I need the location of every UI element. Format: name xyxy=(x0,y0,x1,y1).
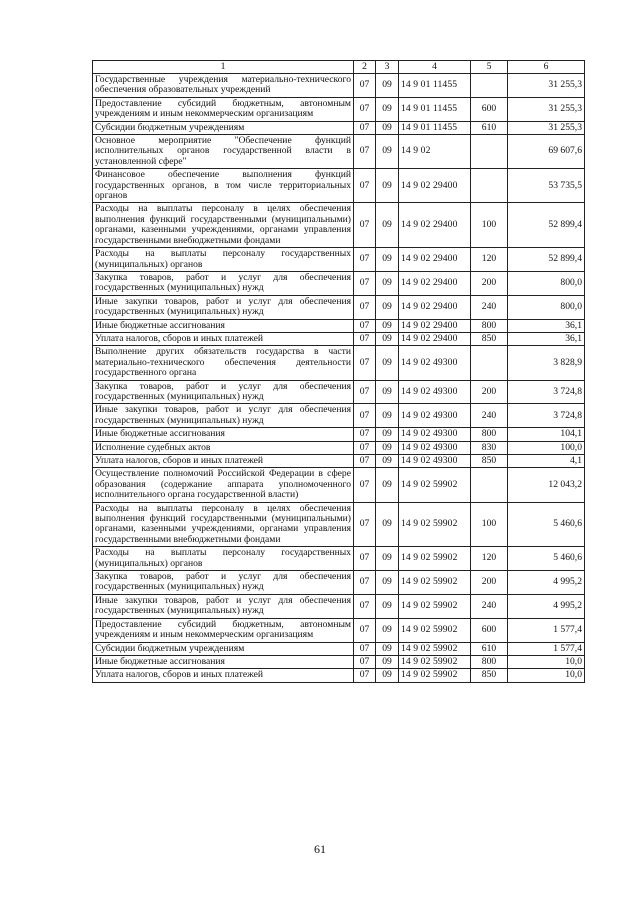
row-section-cell: 07 xyxy=(354,135,376,169)
row-name-cell: Иные закупки товаров, работ и услуг для обеспечения государственных (муниципальных) нужд xyxy=(93,404,354,428)
header-col-2: 2 xyxy=(354,61,376,74)
table-row xyxy=(93,655,585,668)
row-expense-type-cell: 830 xyxy=(471,441,508,454)
row-expense-type-cell: 120 xyxy=(471,248,508,272)
row-subsection-cell: 09 xyxy=(376,74,399,98)
row-section-cell: 07 xyxy=(354,295,376,319)
row-subsection-cell: 09 xyxy=(376,295,399,319)
header-col-3: 3 xyxy=(376,61,399,74)
row-amount-cell: 4 995,2 xyxy=(508,594,585,618)
row-target-article-cell: 14 9 02 49300 xyxy=(399,441,471,454)
row-target-article-cell: 14 9 02 29400 xyxy=(399,332,471,345)
header-col-5: 5 xyxy=(471,61,508,74)
row-section-cell: 07 xyxy=(354,502,376,547)
table-row xyxy=(93,332,585,345)
row-expense-type-cell: 200 xyxy=(471,271,508,295)
row-section-cell: 07 xyxy=(354,455,376,468)
row-name-cell: Закупка товаров, работ и услуг для обеспечения государственных (муниципальных) нужд xyxy=(93,380,354,404)
row-name-cell: Государственные учреждения материально-технического обеспечения образовательных учреждений xyxy=(93,74,354,98)
row-amount-cell: 3 828,9 xyxy=(508,346,585,380)
row-expense-type-cell: 200 xyxy=(471,380,508,404)
row-section-cell: 07 xyxy=(354,380,376,404)
row-expense-type-cell: 800 xyxy=(471,655,508,668)
table-row xyxy=(93,74,585,98)
row-subsection-cell: 09 xyxy=(376,468,399,502)
table-row xyxy=(93,642,585,655)
row-target-article-cell: 14 9 02 59902 xyxy=(399,642,471,655)
row-target-article-cell: 14 9 02 59902 xyxy=(399,468,471,502)
row-expense-type-cell xyxy=(471,468,508,502)
row-amount-cell: 31 255,3 xyxy=(508,121,585,134)
row-amount-cell: 4 995,2 xyxy=(508,571,585,595)
row-name-cell: Иные бюджетные ассигнования xyxy=(93,428,354,441)
row-name-cell: Иные бюджетные ассигнования xyxy=(93,655,354,668)
row-amount-cell: 10,0 xyxy=(508,669,585,682)
row-name-cell: Иные бюджетные ассигнования xyxy=(93,319,354,332)
table-row xyxy=(93,380,585,404)
row-amount-cell: 800,0 xyxy=(508,271,585,295)
row-amount-cell: 5 460,6 xyxy=(508,547,585,571)
row-section-cell: 07 xyxy=(354,642,376,655)
row-name-cell: Уплата налогов, сборов и иных платежей xyxy=(93,332,354,345)
table-row xyxy=(93,295,585,319)
row-section-cell: 07 xyxy=(354,594,376,618)
row-target-article-cell: 14 9 01 11455 xyxy=(399,121,471,134)
table-row xyxy=(93,441,585,454)
row-section-cell: 07 xyxy=(354,248,376,272)
header-col-6: 6 xyxy=(508,61,585,74)
table-row xyxy=(93,271,585,295)
row-amount-cell: 3 724,8 xyxy=(508,404,585,428)
row-subsection-cell: 09 xyxy=(376,404,399,428)
row-subsection-cell: 09 xyxy=(376,455,399,468)
row-target-article-cell: 14 9 02 59902 xyxy=(399,571,471,595)
row-name-cell: Расходы на выплаты персоналу в целях обеспечения выполнения функций государственными (муниципальными) органами, казенными учреждениями, органами управления государственными внебюджетными фондами xyxy=(93,203,354,248)
row-target-article-cell: 14 9 02 29400 xyxy=(399,295,471,319)
table-row xyxy=(93,404,585,428)
row-amount-cell: 53 735,5 xyxy=(508,169,585,203)
row-subsection-cell: 09 xyxy=(376,319,399,332)
row-amount-cell: 12 043,2 xyxy=(508,468,585,502)
row-amount-cell: 4,1 xyxy=(508,455,585,468)
table-row xyxy=(93,468,585,502)
row-name-cell: Закупка товаров, работ и услуг для обеспечения государственных (муниципальных) нужд xyxy=(93,271,354,295)
row-target-article-cell: 14 9 02 29400 xyxy=(399,271,471,295)
table-row xyxy=(93,455,585,468)
row-section-cell: 07 xyxy=(354,404,376,428)
row-amount-cell: 31 255,3 xyxy=(508,74,585,98)
row-subsection-cell: 09 xyxy=(376,547,399,571)
row-name-cell: Закупка товаров, работ и услуг для обеспечения государственных (муниципальных) нужд xyxy=(93,571,354,595)
row-expense-type-cell: 240 xyxy=(471,594,508,618)
table-row xyxy=(93,669,585,682)
row-amount-cell: 1 577,4 xyxy=(508,618,585,642)
table-row xyxy=(93,248,585,272)
row-section-cell: 07 xyxy=(354,441,376,454)
row-section-cell: 07 xyxy=(354,571,376,595)
row-expense-type-cell: 200 xyxy=(471,571,508,595)
row-section-cell: 07 xyxy=(354,271,376,295)
header-col-1: 1 xyxy=(93,61,354,74)
row-target-article-cell: 14 9 02 xyxy=(399,135,471,169)
row-expense-type-cell: 850 xyxy=(471,669,508,682)
row-section-cell: 07 xyxy=(354,669,376,682)
row-target-article-cell: 14 9 02 59902 xyxy=(399,618,471,642)
row-name-cell: Расходы на выплаты персоналу в целях обеспечения выполнения функций государственными (муниципальными) органами, казенными учреждениями, органами управления государственными внебюджетными фондами xyxy=(93,502,354,547)
row-name-cell: Выполнение других обязательств государства в части материально-технического обеспечения деятельности государственного органа xyxy=(93,346,354,380)
row-section-cell: 07 xyxy=(354,547,376,571)
table-row xyxy=(93,97,585,121)
row-target-article-cell: 14 9 02 29400 xyxy=(399,248,471,272)
row-target-article-cell: 14 9 02 59902 xyxy=(399,669,471,682)
row-expense-type-cell: 100 xyxy=(471,203,508,248)
row-amount-cell: 52 899,4 xyxy=(508,248,585,272)
row-amount-cell: 5 460,6 xyxy=(508,502,585,547)
row-section-cell: 07 xyxy=(354,655,376,668)
row-expense-type-cell: 850 xyxy=(471,332,508,345)
row-amount-cell: 36,1 xyxy=(508,319,585,332)
row-target-article-cell: 14 9 02 49300 xyxy=(399,404,471,428)
row-expense-type-cell xyxy=(471,346,508,380)
row-target-article-cell: 14 9 01 11455 xyxy=(399,74,471,98)
row-subsection-cell: 09 xyxy=(376,203,399,248)
row-name-cell: Исполнение судебных актов xyxy=(93,441,354,454)
row-target-article-cell: 14 9 02 49300 xyxy=(399,346,471,380)
row-target-article-cell: 14 9 02 29400 xyxy=(399,169,471,203)
table-row xyxy=(93,319,585,332)
row-section-cell: 07 xyxy=(354,332,376,345)
row-expense-type-cell: 610 xyxy=(471,121,508,134)
row-section-cell: 07 xyxy=(354,203,376,248)
row-expense-type-cell: 800 xyxy=(471,428,508,441)
row-section-cell: 07 xyxy=(354,97,376,121)
page-number: 61 xyxy=(314,842,326,856)
row-expense-type-cell: 240 xyxy=(471,295,508,319)
row-amount-cell: 10,0 xyxy=(508,655,585,668)
row-expense-type-cell xyxy=(471,74,508,98)
row-amount-cell: 100,0 xyxy=(508,441,585,454)
row-target-article-cell: 14 9 02 29400 xyxy=(399,319,471,332)
row-expense-type-cell: 120 xyxy=(471,547,508,571)
table-row xyxy=(93,618,585,642)
row-name-cell: Финансовое обеспечение выполнения функций государственных органов, в том числе территориальных органов xyxy=(93,169,354,203)
row-amount-cell: 69 607,6 xyxy=(508,135,585,169)
row-target-article-cell: 14 9 02 59902 xyxy=(399,547,471,571)
row-expense-type-cell: 800 xyxy=(471,319,508,332)
row-subsection-cell: 09 xyxy=(376,502,399,547)
table-row xyxy=(93,594,585,618)
table-row xyxy=(93,547,585,571)
table-row xyxy=(93,203,585,248)
row-name-cell: Расходы на выплаты персоналу государственных (муниципальных) органов xyxy=(93,547,354,571)
row-amount-cell: 31 255,3 xyxy=(508,97,585,121)
row-subsection-cell: 09 xyxy=(376,594,399,618)
row-subsection-cell: 09 xyxy=(376,428,399,441)
row-expense-type-cell: 100 xyxy=(471,502,508,547)
row-name-cell: Уплата налогов, сборов и иных платежей xyxy=(93,669,354,682)
row-name-cell: Уплата налогов, сборов и иных платежей xyxy=(93,455,354,468)
row-expense-type-cell: 850 xyxy=(471,455,508,468)
row-subsection-cell: 09 xyxy=(376,248,399,272)
budget-table-body xyxy=(93,61,585,683)
table-row xyxy=(93,346,585,380)
row-name-cell: Основное мероприятие "Обеспечение функций исполнительных органов государственной власти в установленной сфере" xyxy=(93,135,354,169)
row-name-cell: Иные закупки товаров, работ и услуг для обеспечения государственных (муниципальных) нужд xyxy=(93,295,354,319)
row-subsection-cell: 09 xyxy=(376,669,399,682)
row-name-cell: Субсидии бюджетным учреждениям xyxy=(93,642,354,655)
row-expense-type-cell: 610 xyxy=(471,642,508,655)
row-name-cell: Предоставление субсидий бюджетным, автономным учреждениям и иным некоммерческим организациям xyxy=(93,97,354,121)
row-expense-type-cell xyxy=(471,169,508,203)
row-subsection-cell: 09 xyxy=(376,135,399,169)
row-subsection-cell: 09 xyxy=(376,271,399,295)
row-expense-type-cell: 600 xyxy=(471,97,508,121)
row-subsection-cell: 09 xyxy=(376,441,399,454)
row-section-cell: 07 xyxy=(354,169,376,203)
row-amount-cell: 3 724,8 xyxy=(508,380,585,404)
row-subsection-cell: 09 xyxy=(376,332,399,345)
row-section-cell: 07 xyxy=(354,468,376,502)
row-amount-cell: 52 899,4 xyxy=(508,203,585,248)
row-subsection-cell: 09 xyxy=(376,642,399,655)
row-name-cell: Иные закупки товаров, работ и услуг для обеспечения государственных (муниципальных) нужд xyxy=(93,594,354,618)
row-subsection-cell: 09 xyxy=(376,346,399,380)
row-name-cell: Осуществление полномочий Российской Федерации в сфере образования (содержание аппарата уполномоченного исполнительного органа государственной власти) xyxy=(93,468,354,502)
row-target-article-cell: 14 9 02 59902 xyxy=(399,502,471,547)
row-subsection-cell: 09 xyxy=(376,380,399,404)
row-amount-cell: 104,1 xyxy=(508,428,585,441)
row-section-cell: 07 xyxy=(354,428,376,441)
table-row xyxy=(93,571,585,595)
row-name-cell: Субсидии бюджетным учреждениям xyxy=(93,121,354,134)
table-row xyxy=(93,169,585,203)
row-target-article-cell: 14 9 02 29400 xyxy=(399,203,471,248)
row-target-article-cell: 14 9 02 49300 xyxy=(399,428,471,441)
row-subsection-cell: 09 xyxy=(376,618,399,642)
row-amount-cell: 1 577,4 xyxy=(508,642,585,655)
table-row xyxy=(93,121,585,134)
row-subsection-cell: 09 xyxy=(376,121,399,134)
row-expense-type-cell xyxy=(471,135,508,169)
table-row xyxy=(93,502,585,547)
row-amount-cell: 36,1 xyxy=(508,332,585,345)
header-col-4: 4 xyxy=(399,61,471,74)
row-target-article-cell: 14 9 02 49300 xyxy=(399,455,471,468)
row-name-cell: Расходы на выплаты персоналу государственных (муниципальных) органов xyxy=(93,248,354,272)
table-row xyxy=(93,428,585,441)
row-amount-cell: 800,0 xyxy=(508,295,585,319)
table-header-row xyxy=(93,61,585,74)
row-target-article-cell: 14 9 02 59902 xyxy=(399,594,471,618)
row-target-article-cell: 14 9 02 59902 xyxy=(399,655,471,668)
row-section-cell: 07 xyxy=(354,618,376,642)
row-section-cell: 07 xyxy=(354,319,376,332)
row-subsection-cell: 09 xyxy=(376,655,399,668)
row-expense-type-cell: 240 xyxy=(471,404,508,428)
row-expense-type-cell: 600 xyxy=(471,618,508,642)
row-section-cell: 07 xyxy=(354,121,376,134)
row-subsection-cell: 09 xyxy=(376,169,399,203)
row-target-article-cell: 14 9 01 11455 xyxy=(399,97,471,121)
row-section-cell: 07 xyxy=(354,346,376,380)
row-subsection-cell: 09 xyxy=(376,97,399,121)
row-section-cell: 07 xyxy=(354,74,376,98)
row-subsection-cell: 09 xyxy=(376,571,399,595)
table-row xyxy=(93,135,585,169)
budget-table xyxy=(92,60,585,683)
row-name-cell: Предоставление субсидий бюджетным, автономным учреждениям и иным некоммерческим организациям xyxy=(93,618,354,642)
row-target-article-cell: 14 9 02 49300 xyxy=(399,380,471,404)
